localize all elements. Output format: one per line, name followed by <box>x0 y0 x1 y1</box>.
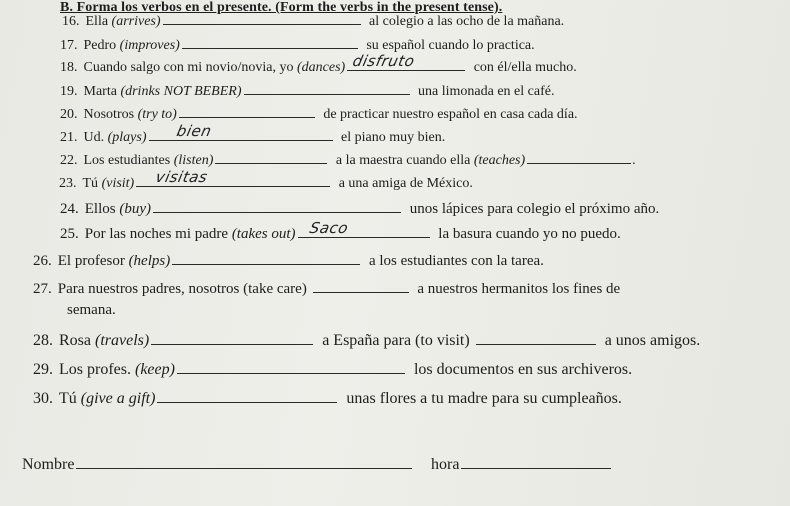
item-text-after: su español cuando lo practica. <box>362 38 535 53</box>
verb-cue: (give a gift) <box>80 390 156 407</box>
item-text-after: una limonada en el café. <box>414 84 555 99</box>
verb-cue: (dances) <box>296 60 346 75</box>
item-text-before: Cuando salgo con mi novio/novia, yo <box>83 60 297 75</box>
answer-blank[interactable] <box>215 162 327 164</box>
exercise-17 <box>60 38 535 54</box>
item-text-continued: semana. <box>67 302 116 318</box>
verb-cue: (helps) <box>128 253 171 269</box>
name-label: Nombre <box>22 456 75 473</box>
exercise-25 <box>60 219 621 243</box>
answer-blank[interactable] <box>177 372 405 374</box>
exercise-20 <box>60 107 578 123</box>
verb-cue: (visit) <box>101 176 135 191</box>
item-number: 18. <box>60 60 78 75</box>
verb-cue: (buy) <box>119 201 151 217</box>
exercise-21 <box>60 122 446 146</box>
answer-blank[interactable] <box>153 211 401 213</box>
item-text-after: unos lápices para colegio el próximo año. <box>406 201 660 217</box>
item-text-before: Los profes. <box>59 361 135 378</box>
item-text-before: Nosotros <box>83 107 138 122</box>
exercise-30 <box>33 390 622 408</box>
verb-cue: (travels) <box>95 332 150 349</box>
exercise-18 <box>60 52 577 76</box>
item-number: 17. <box>60 38 78 53</box>
item-number: 23. <box>59 176 77 191</box>
answer-blank[interactable] <box>313 291 409 293</box>
exercise-28 <box>33 332 700 350</box>
item-text-before: Ella <box>85 14 112 29</box>
item-number: 26. <box>33 253 52 269</box>
exercise-29 <box>33 361 632 379</box>
answer-blank[interactable] <box>149 122 333 141</box>
exercise-23 <box>59 168 473 192</box>
item-number: 19. <box>60 84 78 99</box>
item-text-after: de practicar nuestro español en casa cada día. <box>319 107 578 122</box>
item-text-after: la basura cuando yo no puedo. <box>434 226 621 242</box>
verb-cue: (arrives) <box>111 14 161 29</box>
item-text-before: Por las noches mi padre <box>84 226 232 242</box>
item-text-after: a los estudiantes con la tarea. <box>365 253 544 269</box>
item-number: 21. <box>60 130 78 145</box>
item-text-after: unas flores a tu madre para su cumpleaños. <box>342 390 622 407</box>
item-text-before: Para nuestros padres, nosotros (take care) <box>57 281 311 297</box>
hour-field[interactable] <box>461 467 611 469</box>
item-text-after: con él/ella mucho. <box>470 60 577 75</box>
item-number: 29. <box>33 361 53 378</box>
exercise-24 <box>60 201 659 218</box>
handwritten-answer: Saco <box>307 219 350 237</box>
item-text-after: a una amiga de México. <box>335 176 473 191</box>
exercise-27 <box>33 281 620 298</box>
answer-blank[interactable] <box>157 401 337 403</box>
name-line <box>22 456 417 474</box>
verb-cue: (keep) <box>134 361 175 378</box>
item-text-before: Ellos <box>84 201 120 217</box>
section-heading: B. Forma los verbos en el presente. (Form the verbs in the present tense). <box>60 0 503 15</box>
item-text-middle: a España para (to visit) <box>318 332 474 349</box>
item-text-after: el piano muy bien. <box>337 130 446 145</box>
verb-cue: (try to) <box>137 107 177 122</box>
answer-blank[interactable] <box>151 343 313 345</box>
handwritten-answer: visitas <box>154 168 210 186</box>
exercise-19 <box>60 84 554 100</box>
answer-blank[interactable] <box>163 23 361 25</box>
answer-blank-second[interactable] <box>527 162 631 164</box>
item-number: 30. <box>33 390 53 407</box>
item-text-after: a nuestros hermanitos los fines de <box>413 281 621 297</box>
item-text-before: Rosa <box>59 332 95 349</box>
answer-blank[interactable] <box>347 52 465 71</box>
exercise-22 <box>60 153 636 169</box>
item-text-end: a unos amigos. <box>600 332 701 349</box>
answer-blank-second[interactable] <box>476 343 596 345</box>
answer-blank[interactable] <box>182 47 358 49</box>
hour-line <box>431 456 616 474</box>
item-text-before: Tú <box>82 176 102 191</box>
exercise-27-continued <box>67 302 116 319</box>
item-text-end: . <box>632 153 636 168</box>
handwritten-answer: disfruto <box>351 52 417 70</box>
item-text-after: los documentos en sus archiveros. <box>409 361 633 378</box>
handwritten-answer: bien <box>174 122 213 140</box>
answer-blank[interactable] <box>179 116 315 118</box>
item-text-before: Pedro <box>83 38 120 53</box>
answer-blank[interactable] <box>172 263 360 265</box>
verb-cue-second: (teaches) <box>473 153 526 168</box>
item-number: 28. <box>33 332 53 349</box>
item-text-before: Marta <box>83 84 121 99</box>
verb-cue: (improves) <box>119 38 180 53</box>
name-field[interactable] <box>76 467 412 469</box>
item-text-middle: a la maestra cuando ella <box>332 153 474 168</box>
item-number: 22. <box>60 153 78 168</box>
item-number: 25. <box>60 226 79 242</box>
item-text-before: Ud. <box>83 130 108 145</box>
item-text-before: Los estudiantes <box>83 153 174 168</box>
answer-blank[interactable] <box>244 93 410 95</box>
hour-label: hora <box>431 456 460 473</box>
item-text-before: Tú <box>59 390 81 407</box>
answer-blank[interactable] <box>136 168 330 187</box>
item-number: 20. <box>60 107 78 122</box>
item-number: 16. <box>62 14 80 29</box>
exercise-16 <box>62 14 564 30</box>
verb-cue: (drinks NOT BEBER) <box>120 84 242 99</box>
verb-cue: (plays) <box>107 130 147 145</box>
item-number: 27. <box>33 281 52 297</box>
verb-cue: (listen) <box>173 153 214 168</box>
exercise-26 <box>33 253 544 270</box>
verb-cue: (takes out) <box>231 226 296 242</box>
item-number: 24. <box>60 201 79 217</box>
item-text-before: El profesor <box>57 253 129 269</box>
item-text-after: al colegio a las ocho de la mañana. <box>365 14 565 29</box>
answer-blank[interactable] <box>298 219 430 238</box>
